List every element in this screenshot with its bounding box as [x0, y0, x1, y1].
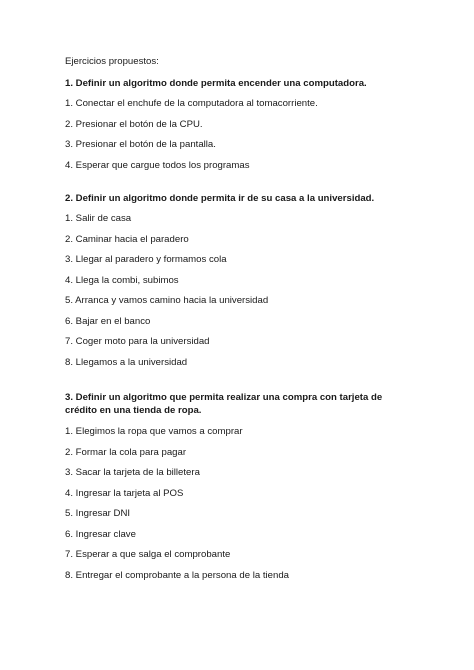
- step-item: 5. Arranca y vamos camino hacia la universidad: [65, 295, 269, 306]
- step-item: 2. Presionar el botón de la CPU.: [65, 118, 203, 130]
- step-item: 4. Esperar que cargue todos los programas: [65, 159, 250, 171]
- intro-text: Ejercicios propuestos:: [65, 56, 159, 67]
- exercise-title-2: 2. Definir un algoritmo donde permita ir de su casa a la universidad.: [65, 193, 375, 204]
- exercise-title-1: 1. Definir un algoritmo donde permita encender una computadora.: [65, 78, 367, 89]
- step-item: 2. Formar la cola para pagar: [65, 446, 187, 458]
- step-item: 5. Ingresar DNI: [65, 508, 131, 519]
- step-item: 1. Elegimos la ropa que vamos a comprar: [65, 426, 243, 437]
- step-item: 1. Salir de casa: [65, 213, 132, 224]
- step-item: 3. Sacar la tarjeta de la billetera: [65, 467, 200, 478]
- step-item: 8. Entregar el comprobante a la persona de la tienda: [65, 569, 290, 581]
- step-item: 3. Presionar el botón de la pantalla.: [65, 139, 216, 150]
- step-item: 8. Llegamos a la universidad: [65, 356, 188, 368]
- step-item: 2. Caminar hacia el paradero: [65, 233, 189, 245]
- section-spacer: [65, 377, 405, 391]
- step-item: 7. Coger moto para la universidad: [65, 336, 210, 347]
- exercise-section-3: [65, 391, 405, 582]
- step-item: 1. Conectar el enchufe de la computadora al tomacorriente.: [65, 98, 318, 109]
- step-item: 7. Esperar a que salga el comprobante: [65, 549, 231, 560]
- step-item: 6. Ingresar clave: [65, 528, 136, 540]
- step-item: 6. Bajar en el banco: [65, 315, 151, 327]
- exercise-title-3: 3. Definir un algoritmo que permita realizar una compra con tarjeta de crédito en una tienda de ropa.: [65, 392, 383, 416]
- exercise-section-1: [65, 77, 405, 172]
- step-item: 3. Llegar al paradero y formamos cola: [65, 254, 227, 265]
- step-item: 4. Llega la combi, subimos: [65, 274, 179, 286]
- document-content: [65, 56, 405, 590]
- step-item: 4. Ingresar la tarjeta al POS: [65, 487, 184, 499]
- section-spacer: [65, 180, 405, 192]
- exercise-section-2: [65, 192, 405, 369]
